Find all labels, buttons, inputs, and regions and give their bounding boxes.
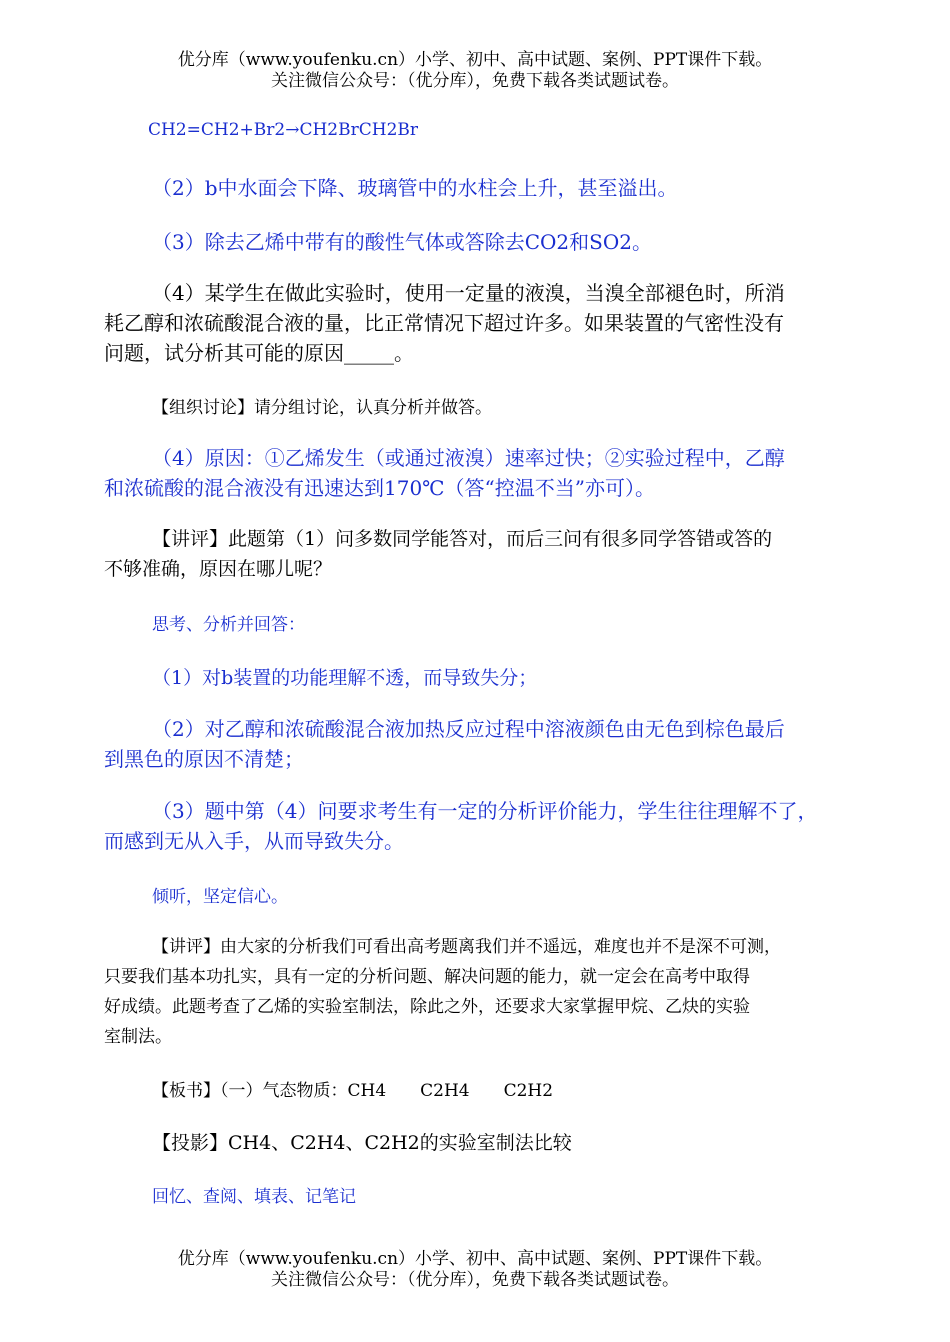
answer-2: （2）b中水面会下降、玻璃管中的水柱会上升，甚至溢出。 [152,176,678,200]
recall-note: 回忆、查阅、填表、记笔记 [152,1187,356,1207]
reason-2: （2）对乙醇和浓硫酸混合液加热反应过程中溶液颜色由无色到棕色最后 到黑色的原因不清楚； [104,717,785,771]
listen-note: 倾听，坚定信心。 [152,887,288,907]
answer-4: （4）原因：①乙烯发生（或通过液溴）速率过快；②实验过程中，乙醇 和浓硫酸的混合液没有迅速达到170℃（答“控温不当”亦可）。 [104,446,785,500]
think-prompt: 思考、分析并回答： [152,615,305,635]
projection-note: 【投影】CH4、C2H4、C2H2的实验室制法比较 [152,1132,572,1154]
discussion-prompt: 【组织讨论】请分组讨论，认真分析并做答。 [152,398,492,418]
footer-line-2: 关注微信公众号：（优分库），免费下载各类试题试卷。 [271,1270,679,1290]
comment-2: 【讲评】由大家的分析我们可看出高考题离我们并不遥远，难度也并不是深不可测， 只要我们基本功扎实，具有一定的分析问题、解决问题的能力，就一定会在高考中取得 好成绩。此题考查了乙烯的实验室制法，除此之外，还要求大家掌握甲烷、乙炔的实验 室制法。 [104,937,781,1047]
reason-1: （1）对b装置的功能理解不透，而导致失分； [152,667,538,689]
board-note: 【板书】（一）气态物质：CH4 C2H4 C2H2 [152,1081,554,1101]
page-header [0,50,950,92]
header-line-2: 关注微信公众号：（优分库），免费下载各类试题试卷。 [271,71,679,91]
answer-3: （3）除去乙烯中带有的酸性气体或答除去CO2和SO2。 [152,230,652,254]
question-4: （4）某学生在做此实验时，使用一定量的液溴，当溴全部褪色时，所消 耗乙醇和浓硫酸混合液的量，比正常情况下超过许多。如果装置的气密性没有 问题，试分析其可能的原因_____。 [104,281,785,365]
header-line-1: 优分库（www.youfenku.cn）小学、初中、高中试题、案例、PPT课件下载。 [177,50,773,70]
footer-line-1: 优分库（www.youfenku.cn）小学、初中、高中试题、案例、PPT课件下载。 [177,1249,773,1269]
page-footer [0,1249,950,1291]
comment-1: 【讲评】此题第（1）问多数同学能答对，而后三问有很多同学答错或答的 不够准确，原因在哪儿呢？ [104,528,773,580]
reason-3: （3）题中第（4）问要求考生有一定的分析评价能力，学生往往理解不了， 而感到无从入手，从而导致失分。 [104,799,818,853]
reaction-equation: CH2=CH2+Br2→CH2BrCH2Br [148,120,418,140]
